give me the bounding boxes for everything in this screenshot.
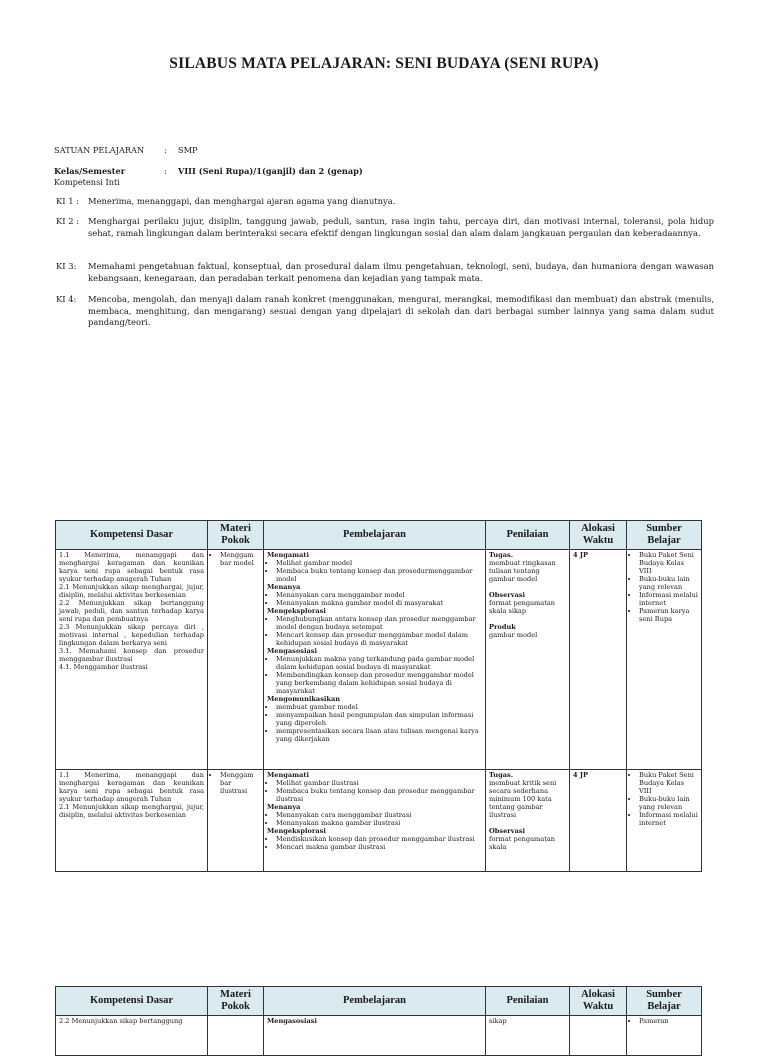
alokasi-cell: 4 JP — [570, 770, 627, 872]
pembelajaran-list — [267, 811, 482, 827]
sumber-cell — [627, 550, 702, 770]
pembelajaran-subheading: Mengeksplorasi — [267, 607, 326, 615]
pembelajaran-item: • Melihat gambar ilustrasi — [276, 779, 482, 787]
penilaian-cell — [486, 770, 570, 872]
materi-list — [211, 771, 260, 795]
pembelajaran-item: • Menunjukkan makna yang terkandung pada gambar model dalam kehidupan sosial budaya di masyarakat — [276, 655, 482, 671]
sumber-item: • Pameran — [639, 1017, 698, 1025]
spacer — [489, 819, 566, 827]
header-sumber-belajar: Sumber Belajar — [627, 987, 702, 1016]
pembelajaran-item: • Menghubungkan antara konsep dan prosedur menggambar model dengan budaya setempat — [276, 615, 482, 631]
pembelajaran-item: • membuat gambar model — [276, 703, 482, 711]
penilaian-text: sikap — [489, 1017, 507, 1025]
pembelajaran-subheading: Mengasosiasi — [267, 1017, 317, 1025]
pembelajaran-subheading: Mengeksplorasi — [267, 827, 326, 835]
kd-item: 2.1 Menunjukkan sikap menghargai, jujur, disiplin, melalui aktivitas berkesenian — [59, 803, 204, 819]
header-materi-pokok: Materi Pokok — [208, 521, 264, 550]
kelas-line — [54, 166, 363, 177]
header-materi-pokok: Materi Pokok — [208, 987, 264, 1016]
kd-item: 2.2 Menunjukkan sikap bertanggung jawab, peduli, dan santun terhadap karya seni rupa dan pembuatnya — [59, 599, 204, 623]
ki-item — [56, 196, 714, 208]
pembelajaran-list — [267, 703, 482, 743]
pembelajaran-subheading: Menanya — [267, 803, 301, 811]
penilaian-heading: Produk — [489, 623, 516, 631]
sumber-item: • Informasi melalui internet — [639, 811, 698, 827]
satuan-label: SATUAN PELAJARAN — [54, 145, 145, 155]
kd-item: 4.1. Menggambar ilustrasi — [59, 663, 148, 671]
pembelajaran-subheading: Menanya — [267, 583, 301, 591]
sumber-item: • Buku Paket Seni Budaya Kelas VIII — [639, 771, 698, 795]
sumber-list — [630, 771, 698, 827]
syllabus-table — [55, 520, 702, 872]
ki-item — [56, 261, 714, 284]
ki-text: Menerima, menanggapi, dan menghargai ajaran agama yang dianutnya. — [88, 196, 396, 206]
kelas-sep: : — [164, 166, 167, 176]
satuan-pelajaran-line — [54, 145, 198, 156]
pembelajaran-list — [267, 591, 482, 607]
kelas-label: Kelas/Semester — [54, 166, 126, 176]
kd-item: 2.1 Menunjukkan sikap menghargai, jujur, disiplin, melalui aktivitas berkesenian — [59, 583, 204, 599]
kd-item: 1.1 Menerima, menanggapi dan menghargai keragaman dan keunikan karya seni rupa sebagai bentuk rasa syukur terhadap anugerah Tuhan — [59, 551, 204, 583]
header-kompetensi-dasar: Kompetensi Dasar — [56, 987, 208, 1016]
pembelajaran-list — [267, 835, 482, 851]
ki-label: KI 3: — [56, 261, 77, 271]
pembelajaran-item: • Melihat gambar model — [276, 559, 482, 567]
penilaian-heading: Observasi — [489, 827, 526, 835]
penilaian-text: format pengamatan skala — [489, 835, 556, 851]
penilaian-text: membuat kritik seni secara sederhana minimum 100 kata tentang gambar ilustrasi — [489, 779, 557, 819]
materi-list — [211, 551, 260, 567]
pembelajaran-cell — [264, 1016, 486, 1056]
pembelajaran-subheading: Mengomunikasikan — [267, 695, 341, 703]
sumber-item: • Buku-buku lain yang relevan — [639, 575, 698, 591]
pembelajaran-item: • Mendiskusikan konsep dan prosedur menggambar ilustrasi — [276, 835, 482, 843]
materi-cell — [208, 770, 264, 872]
ki-label: KI 1 : — [56, 196, 80, 206]
pembelajaran-item: • Mencari makna gambar ilustrasi — [276, 843, 482, 851]
header-kompetensi-dasar: Kompetensi Dasar — [56, 521, 208, 550]
materi-cell — [208, 550, 264, 770]
penilaian-text: membuat ringkasan tulisan tentang gambar model — [489, 559, 556, 583]
alokasi-cell: 4 JP — [570, 550, 627, 770]
header-alokasi-waktu: Alokasi Waktu — [570, 987, 627, 1016]
pembelajaran-list — [267, 615, 482, 647]
penilaian-heading: Tugas. — [489, 771, 513, 779]
pembelajaran-item: • Membaca buku tentang konsep dan prosedurmenggambar model — [276, 567, 482, 583]
penilaian-text: gambar model — [489, 631, 538, 639]
pembelajaran-list — [267, 779, 482, 803]
spacer — [489, 583, 566, 591]
ki-text: Memahami pengetahuan faktual, konseptual, dan prosedural dalam ilmu pengetahuan, teknologi, seni, budaya, dan humaniora dengan wawasan kebangsaan, kenegaraan, dan peradaban terkait penomena dan kejadian yang tampak mata. — [88, 261, 714, 283]
pembelajaran-list — [267, 655, 482, 695]
page-title: SILABUS MATA PELAJARAN: SENI BUDAYA (SENI RUPA) — [169, 55, 599, 72]
ki-item — [56, 294, 714, 329]
kd-item: 2.2 Menunjukkan sikap bertanggung — [59, 1017, 183, 1025]
penilaian-heading: Observasi — [489, 591, 526, 599]
header-penilaian: Penilaian — [486, 987, 570, 1016]
sumber-item: • Informasi melalui internet — [639, 591, 698, 607]
sumber-item: • Buku-buku lain yang relevan — [639, 795, 698, 811]
penilaian-cell — [486, 1016, 570, 1056]
header-penilaian: Penilaian — [486, 521, 570, 550]
pembelajaran-item: • Menanyakan cara menggambar ilustrasi — [276, 811, 482, 819]
spacer — [489, 615, 566, 623]
pembelajaran-list — [267, 559, 482, 583]
pembelajaran-item: • Membandingkan konsep dan prosedur menggambar model yang berkembang dalam kehidupan sosial budaya di masyarakat — [276, 671, 482, 695]
ki-item — [56, 216, 714, 239]
materi-cell — [208, 1016, 264, 1056]
pembelajaran-item: • Menanyakan makna gambar ilustrasi — [276, 819, 482, 827]
kd-cell — [56, 1016, 208, 1056]
penilaian-text: format pengamatan skala sikap — [489, 599, 556, 615]
sumber-item: • Buku Paket Seni Budaya Kelas VIII — [639, 551, 698, 575]
kd-item: 3.1. Memahami konsep dan prosedur menggambar ilustrasi — [59, 647, 204, 663]
pembelajaran-item: • menyampaikan hasil pengumpulan dan simpulan informasi yang diperoleh — [276, 711, 482, 727]
kd-item: 1.1 Menerima, menanggapi dan menghargai keragaman dan keunikan karya seni rupa sebagai bentuk rasa syukur terhadap anugerah Tuhan — [59, 771, 204, 803]
ki-label: KI 4: — [56, 294, 77, 304]
materi-item: • Menggam bar model — [220, 551, 260, 567]
pembelajaran-subheading: Mengamati — [267, 771, 309, 779]
table-row — [56, 770, 702, 872]
penilaian-heading: Tugas. — [489, 551, 513, 559]
alokasi-cell — [570, 1016, 627, 1056]
satuan-sep: : — [164, 145, 167, 155]
penilaian-cell — [486, 550, 570, 770]
pembelajaran-item: • Menanyakan cara menggambar model — [276, 591, 482, 599]
ki-label: KI 2 : — [56, 216, 80, 226]
ki-text: Menghargai perilaku jujur, disiplin, tanggung jawab, peduli, santun, rasa ingin tahu, percaya diri, dan motivasi internal, toleransi, pola hidup sehat, ramah lingkungan dalam berinteraksi secara efektif dengan lingkungan sosial dan alam dalam jangkauan pergaulan dan keberadaannya. — [88, 216, 714, 238]
satuan-value: SMP — [178, 145, 198, 155]
pembelajaran-cell — [264, 550, 486, 770]
table-row — [56, 550, 702, 770]
sumber-cell — [627, 770, 702, 872]
kd-cell — [56, 770, 208, 872]
header-sumber-belajar: Sumber Belajar — [627, 521, 702, 550]
kd-cell — [56, 550, 208, 770]
header-pembelajaran: Pembelajaran — [264, 521, 486, 550]
materi-item: • Menggam bar ilustrasi — [220, 771, 260, 795]
syllabus-table-continued — [55, 986, 702, 1056]
kelas-value: VIII (Seni Rupa)/1(ganjil) dan 2 (genap) — [178, 166, 363, 176]
sumber-cell — [627, 1016, 702, 1056]
pembelajaran-subheading: Mengasosiasi — [267, 647, 317, 655]
ki-heading: Kompetensi Inti — [54, 177, 120, 187]
ki-text: Mencoba, mengolah, dan menyaji dalam ranah konkret (menggunakan, mengurai, merangkai, memodifikasi dan membuat) dan abstrak (menulis, membaca, menghitung, dan mengarang) sesuai dengan yang dipelajari di sekolah dan dari berbagai sumber lainnya yang sama dalam sudut pandang/teori. — [88, 294, 714, 327]
sumber-list — [630, 551, 698, 623]
header-alokasi-waktu: Alokasi Waktu — [570, 521, 627, 550]
pembelajaran-item: • Menanyakan makna gambar model di masyarakat — [276, 599, 482, 607]
kd-item: 2.3 Menunjukkan sikap percaya diri , motivasi internal , kepedulian terhadap lingkungan dalam berkarya seni — [59, 623, 204, 647]
table-row — [56, 1016, 702, 1056]
pembelajaran-item: • Membaca buku tentang konsep dan prosedur menggambar ilustrasi — [276, 787, 482, 803]
pembelajaran-subheading: Mengamati — [267, 551, 309, 559]
header-pembelajaran: Pembelajaran — [264, 987, 486, 1016]
pembelajaran-item: • mempresentasikan secara lisan atau tulisan mengenai karya yang dikerjakan — [276, 727, 482, 743]
pembelajaran-cell — [264, 770, 486, 872]
pembelajaran-item: • Mencari konsep dan prosedur menggambar model dalam kehidupan sosial budaya di masyarakat — [276, 631, 482, 647]
sumber-item: • Pameran karya seni Rupa — [639, 607, 698, 623]
